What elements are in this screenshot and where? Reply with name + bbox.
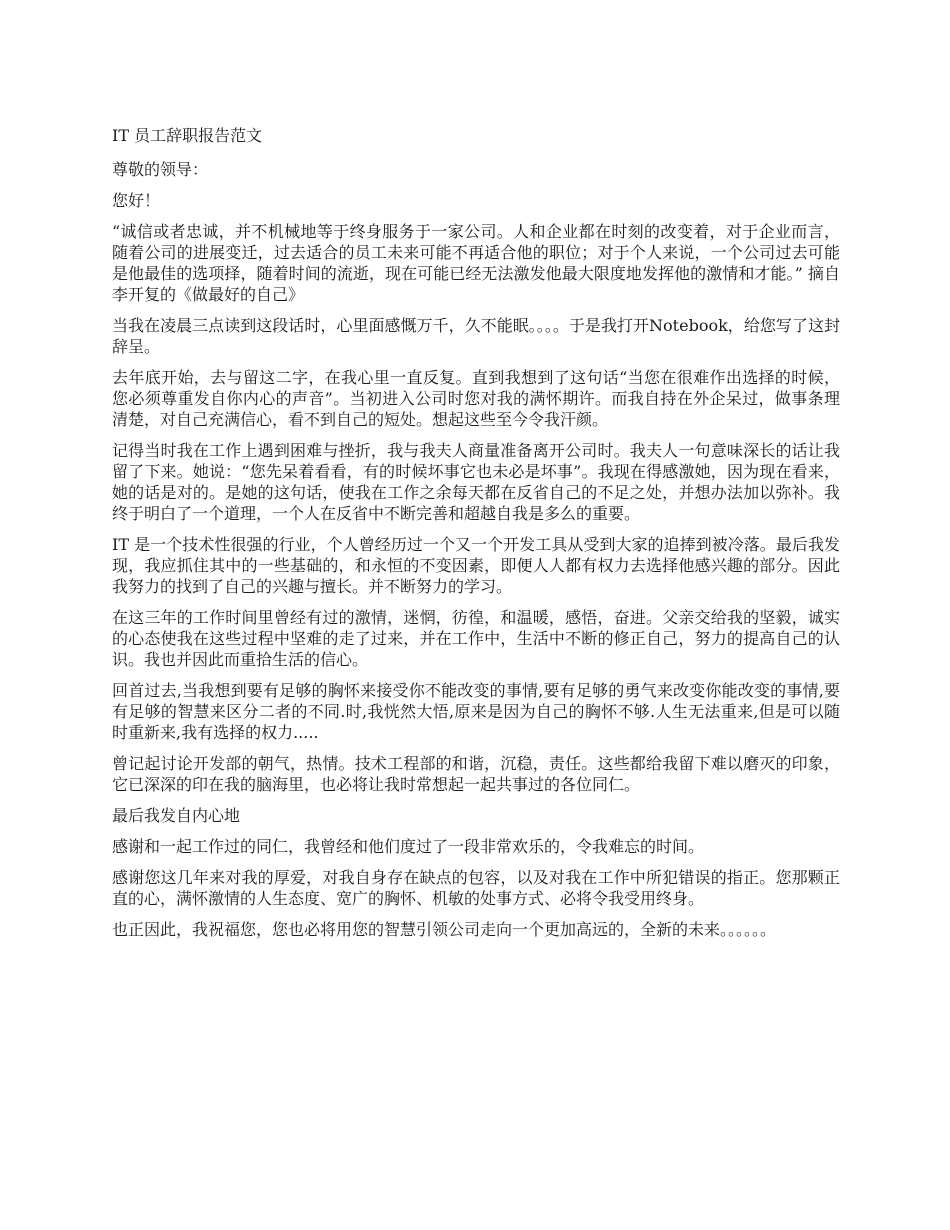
paragraph-reading: 当我在凌晨三点读到这段话时，心里面感慨万千，久不能眠。。。。于是我打开Notebook，给您写了这封辞呈。 bbox=[112, 316, 840, 356]
paragraph-blessing: 也正因此，我祝福您，您也必将用您的智慧引领公司走向一个更加高远的，全新的未来。。。。。。 bbox=[112, 920, 777, 939]
salutation: 尊敬的领导： bbox=[112, 160, 209, 179]
paragraph-thanks-leader: 感谢您这几年来对我的厚爱，对我自身存在缺点的包容，以及对我在工作中所犯错误的指正。您那颗正直的心，满怀激情的人生态度、宽广的胸怀、机敏的处事方式、必将令我受用终身。 bbox=[112, 868, 840, 908]
paragraph-finally: 最后我发自内心地 bbox=[112, 806, 241, 825]
paragraph-colleagues: 曾记起讨论开发部的朝气，热情。技术工程部的和谐，沉稳，责任。这些都给我留下难以磨灭的印象，它已深深的印在我的脑海里，也必将让我时常想起一起共事过的各位同仁。 bbox=[112, 754, 840, 794]
paragraph-decision: 去年底开始，去与留这二字，在我心里一直反复。直到我想到了这句话“当您在很难作出选择的时候，您必须尊重发自你内心的声音”。当初进入公司时您对我的满怀期许。而我自持在外企呆过，做事条理清楚，对自己充满信心，看不到自己的短处。想起这些至今令我汗颜。 bbox=[112, 368, 840, 429]
paragraph-thanks-colleagues: 感谢和一起工作过的同仁，我曾经和他们度过了一段非常欢乐的，令我难忘的时间。 bbox=[112, 837, 705, 856]
document-body bbox=[112, 125, 840, 950]
paragraph-reflection: 回首过去,当我想到要有足够的胸怀来接受你不能改变的事情,要有足够的勇气来改变你能改变的事情,要有足够的智慧来区分二者的不同.时,我恍然大悟,原来是因为自己的胸怀不够.人生无法重来,但是可以随时重新来,我有选择的权力..... bbox=[112, 681, 840, 742]
paragraph-quote: “诚信或者忠诚，并不机械地等于终身服务于一家公司。人和企业都在时刻的改变着，对于企业而言，随着公司的进展变迁，过去适合的员工未来可能不再适合他的职位；对于个人来说，一个公司过去可能是他最佳的选项择，随着时间的流逝，现在可能已经无法激发他最大限度地发挥他的激情和才能。” 摘自李开复的《做最好的自己》 bbox=[112, 222, 840, 304]
paragraph-difficulties: 记得当时我在工作上遇到困难与挫折，我与我夫人商量准备离开公司时。我夫人一句意味深长的话让我留了下来。她说：“您先呆着看看，有的时候坏事它也未必是坏事”。我现在得感激她，因为现在看来，她的话是对的。是她的这句话，使我在工作之余每天都在反省自己的不足之处，并想办法加以弥补。我终于明白了一个道理，一个人在反省中不断完善和超越自我是多么的重要。 bbox=[112, 441, 840, 523]
greeting: 您好！ bbox=[112, 191, 161, 210]
paragraph-three-years: 在这三年的工作时间里曾经有过的激情，迷惘，彷徨，和温暖，感悟，奋进。父亲交给我的坚毅，诚实的心态使我在这些过程中坚难的走了过来，并在工作中，生活中不断的修正自己，努力的提高自己的认识。我也并因此而重拾生活的信心。 bbox=[112, 608, 840, 669]
document-title: IT 员工辞职报告范文 bbox=[112, 126, 263, 145]
paragraph-industry: IT 是一个技术性很强的行业，个人曾经历过一个又一个开发工具从受到大家的追捧到被冷落。最后我发现，我应抓住其中的一些基础的，和永恒的不变因素，即便人人都有权力去选择他感兴趣的部分。因此我努力的找到了自己的兴趣与擅长。并不断努力的学习。 bbox=[112, 535, 840, 596]
